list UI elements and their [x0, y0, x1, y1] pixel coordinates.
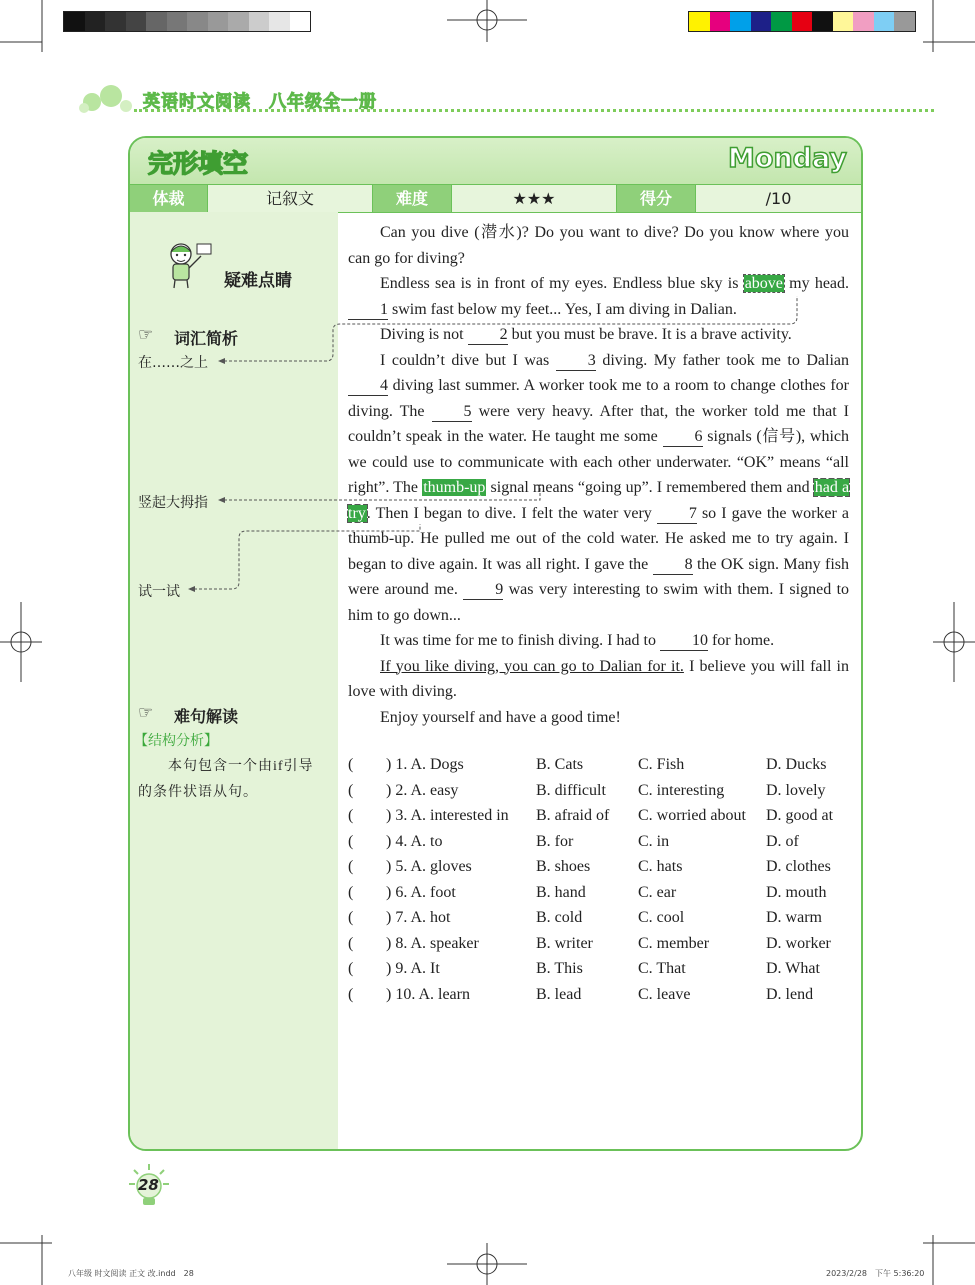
option-c: C. leave [638, 985, 691, 1003]
tips-heading: 疑难点睛 [224, 271, 292, 291]
option-d: D. of [766, 832, 799, 850]
paragraph [348, 271, 849, 322]
option-row [348, 833, 853, 859]
print-timestamp: 2023/2/28 下午 5:36:20 [826, 1269, 925, 1278]
option-row [348, 960, 853, 986]
file-info: 八年级 时文阅读 正文 改.indd 28 [68, 1269, 194, 1278]
option-q: ) 8. A. speaker [386, 934, 479, 952]
answer-bracket[interactable]: ( [348, 807, 354, 824]
text: was very interesting to swim with them. I signed to him to go down... [348, 581, 850, 624]
option-b: B. difficult [536, 781, 606, 799]
option-c: C. cool [638, 909, 685, 926]
option-b: B. cold [536, 909, 583, 926]
option-b: B. writer [536, 934, 593, 952]
day-label: Monday [728, 143, 847, 174]
text: . Then I began to dive. I felt the water very [366, 504, 652, 522]
paragraph [348, 322, 849, 348]
option-c: C. ear [638, 883, 677, 901]
cloze-passage [348, 220, 849, 730]
structure-label: 【结构分析】 [134, 733, 218, 749]
pointing-hand-icon: ☞ [138, 703, 154, 722]
option-d: D. good at [766, 807, 834, 824]
text: for home. [711, 632, 775, 649]
vocab-heading: 词汇简析 [174, 329, 239, 348]
pointing-hand-icon: ☞ [138, 325, 154, 344]
section-title: 完形填空 [148, 149, 249, 178]
option-b: B. afraid of [536, 807, 610, 824]
option-d: D. lend [766, 985, 814, 1003]
text: signal means “going up”. I remembered them and [490, 479, 810, 496]
blank-8[interactable]: 8 [653, 556, 693, 575]
paragraph [348, 348, 849, 629]
difficulty-label: 难度 [373, 185, 452, 212]
text: Diving is not [380, 326, 464, 343]
blank-1[interactable]: 1 [348, 301, 388, 320]
text: diving last summer. A worker took me to a room to change clothes for diving. The [348, 377, 849, 420]
text: but you must be brave. It is a brave activity. [511, 326, 792, 343]
option-d: D. lovely [766, 781, 826, 799]
answer-bracket[interactable]: ( [348, 934, 354, 952]
option-b: B. Cats [536, 756, 584, 773]
underlined-sentence: If you like diving, you can go to Dalian for it. [380, 657, 684, 675]
text: swim fast below my feet... Yes, I am diving in Dalian. [392, 300, 737, 318]
blank-5[interactable]: 5 [432, 403, 472, 422]
option-q: ) 9. A. It [386, 960, 440, 977]
answer-bracket[interactable]: ( [348, 985, 354, 1003]
answer-bracket[interactable]: ( [348, 832, 354, 850]
option-c: C. Fish [638, 756, 685, 773]
option-row [348, 986, 853, 1012]
paragraph [348, 654, 849, 705]
answer-bracket[interactable]: ( [348, 781, 354, 799]
option-c: C. hats [638, 858, 683, 875]
page-number: 28 [138, 1176, 159, 1194]
option-c: C. interesting [638, 781, 725, 799]
option-q: ) 6. A. foot [386, 883, 456, 901]
blank-9[interactable]: 9 [463, 581, 503, 600]
text: Endless sea is in front of my eyes. Endless blue sky is [380, 275, 739, 292]
option-row [348, 782, 853, 808]
option-q: ) 5. A. gloves [386, 858, 472, 875]
option-c: C. worried about [638, 807, 746, 824]
option-q: ) 10. A. learn [386, 985, 470, 1003]
blank-2[interactable]: 2 [468, 326, 508, 345]
blank-7[interactable]: 7 [657, 505, 697, 524]
option-b: B. This [536, 960, 583, 977]
highlight-thumb-up: thumb-up [423, 479, 486, 496]
note-above: 在……之上 [138, 355, 208, 371]
option-q: ) 4. A. to [386, 832, 443, 850]
text: the OK sign. Many fish were around me. [348, 555, 850, 598]
blank-4[interactable]: 4 [348, 377, 388, 396]
answer-options [348, 756, 853, 1011]
blank-10[interactable]: 10 [660, 632, 708, 651]
option-c: C. That [638, 960, 686, 977]
option-b: B. for [536, 832, 574, 850]
text: my head. [789, 275, 850, 292]
option-d: D. Ducks [766, 756, 827, 773]
option-row [348, 884, 853, 910]
option-row [348, 807, 853, 833]
text: signals (信号), which we could use to communicate with each other underwater. “OK” means “all right”. The [348, 428, 849, 496]
option-d: D. clothes [766, 858, 831, 875]
sentence-heading: 难句解读 [174, 707, 239, 726]
text: were very heavy. After that, the worker told me that I couldn’t speak in the water. He taught me some [348, 402, 850, 445]
highlight-had-a-try: had a try [348, 479, 850, 522]
answer-bracket[interactable]: ( [348, 858, 354, 875]
option-c: C. in [638, 832, 670, 850]
book-title: 英语时文阅读 八年级全一册 [143, 92, 377, 112]
text: so I gave the worker a thumb-up. He pulled me out of the cold water. He asked me to try again. I began to dive again. It was all right. I gave the [348, 504, 850, 573]
blank-3[interactable]: 3 [556, 352, 596, 371]
option-b: B. hand [536, 883, 586, 901]
option-q: ) 7. A. hot [386, 909, 451, 926]
option-q: ) 1. A. Dogs [386, 756, 464, 773]
text: I believe you will fall in love with diving. [348, 657, 849, 700]
text: Enjoy yourself and have a good time! [380, 708, 621, 726]
option-d: D. worker [766, 934, 831, 952]
option-b: B. shoes [536, 858, 591, 875]
option-c: C. member [638, 934, 710, 952]
genre-label: 体裁 [130, 185, 208, 212]
option-row [348, 756, 853, 782]
score-value: /10 [696, 185, 861, 212]
option-row [348, 935, 853, 961]
highlight-above: above [744, 275, 783, 292]
option-q: ) 3. A. interested in [386, 807, 509, 824]
option-row [348, 858, 853, 884]
answer-bracket[interactable]: ( [348, 883, 354, 901]
note-thumb-up: 竖起大拇指 [138, 495, 208, 511]
score-label: 得分 [617, 185, 696, 212]
answer-bracket[interactable]: ( [348, 756, 354, 773]
option-q: ) 2. A. easy [386, 781, 459, 799]
paragraph [348, 220, 849, 271]
structure-text: 本句包含一个由if引导的条件状语从句。 [138, 759, 314, 800]
difficulty-value: ★★★ [452, 185, 617, 212]
genre-value: 记叙文 [208, 185, 373, 212]
note-try: 试一试 [138, 584, 180, 600]
answer-bracket[interactable]: ( [348, 960, 354, 977]
option-d: D. warm [766, 909, 822, 926]
text: It was time for me to finish diving. I had to [380, 632, 656, 649]
option-d: D. mouth [766, 883, 827, 901]
blank-6[interactable]: 6 [663, 428, 703, 447]
text: Can you dive (潜水)? Do you want to dive? Do you know where you can go for diving? [348, 224, 849, 267]
paragraph [348, 628, 849, 654]
paragraph [348, 705, 849, 731]
answer-bracket[interactable]: ( [348, 909, 354, 926]
text: I couldn’t dive but I was [380, 351, 550, 369]
text: diving. My father took me to Dalian [602, 351, 850, 369]
option-d: D. What [766, 960, 820, 977]
option-row [348, 909, 853, 935]
option-b: B. lead [536, 985, 582, 1003]
